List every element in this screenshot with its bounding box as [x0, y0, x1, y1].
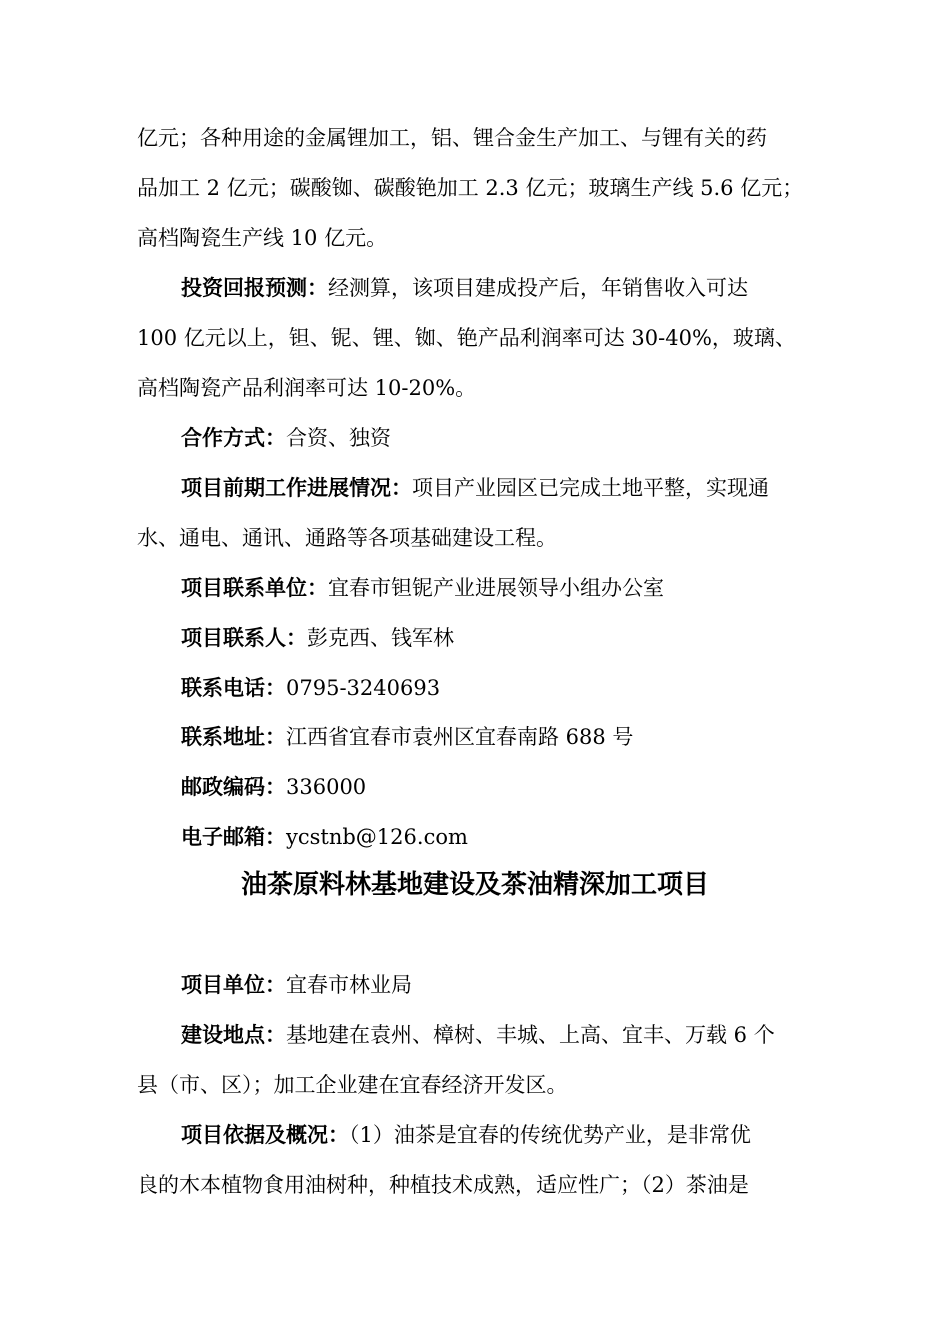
contact-unit-row — [181, 573, 664, 603]
contact-person-label: 项目联系人： — [181, 626, 307, 650]
location-text: 基地建在袁州、樟树、丰城、上高、宜丰、万载 6 个 — [286, 1023, 775, 1047]
project-unit-value: 宜春市林业局 — [286, 973, 412, 997]
basis-text: （1）油茶是宜春的传统优势产业，是非常优 — [349, 1123, 751, 1147]
paragraph-line: 县（市、区）；加工企业建在宜春经济开发区。 — [137, 1073, 568, 1097]
email-row — [181, 822, 468, 852]
cooperation-row — [181, 423, 391, 453]
progress-label: 项目前期工作进展情况： — [181, 476, 412, 500]
email-value: ycstnb@126.com — [286, 825, 468, 849]
basis-paragraph — [181, 1120, 751, 1150]
location-label: 建设地点： — [181, 1023, 286, 1047]
paragraph-line: 品加工 2 亿元；碳酸铷、碳酸铯加工 2.3 亿元；玻璃生产线 5.6 亿元； — [137, 176, 804, 200]
project-unit-row — [181, 970, 412, 1000]
cooperation-value: 合资、独资 — [286, 426, 391, 450]
email-label: 电子邮箱： — [181, 825, 286, 849]
phone-value: 0795-3240693 — [286, 676, 441, 700]
return-forecast-text: 经测算，该项目建成投产后，年销售收入可达 — [328, 276, 748, 300]
paragraph-line: 高档陶瓷生产线 10 亿元。 — [137, 226, 388, 250]
phone-row — [181, 673, 440, 703]
paragraph-line: 亿元；各种用途的金属锂加工，铝、锂合金生产加工、与锂有关的药 — [137, 126, 767, 150]
cooperation-label: 合作方式： — [181, 426, 286, 450]
postcode-label: 邮政编码： — [181, 775, 286, 799]
address-label: 联系地址： — [181, 725, 286, 749]
contact-unit-label: 项目联系单位： — [181, 576, 328, 600]
return-forecast-paragraph — [181, 273, 748, 303]
paragraph-line: 水、通电、通讯、通路等各项基础建设工程。 — [137, 526, 557, 550]
contact-unit-value: 宜春市钽铌产业进展领导小组办公室 — [328, 576, 664, 600]
location-paragraph — [181, 1020, 775, 1050]
section-title: 油茶原料林基地建设及茶油精深加工项目 — [240, 870, 709, 900]
paragraph-line: 100 亿元以上，钽、铌、锂、铷、铯产品利润率可达 30-40%，玻璃、 — [137, 326, 796, 350]
address-row — [181, 722, 633, 752]
postcode-row — [181, 772, 366, 802]
address-value: 江西省宜春市袁州区宜春南路 688 号 — [286, 725, 634, 749]
progress-paragraph — [181, 473, 769, 503]
phone-label: 联系电话： — [181, 676, 286, 700]
return-forecast-label: 投资回报预测： — [181, 276, 328, 300]
progress-text: 项目产业园区已完成土地平整，实现通 — [412, 476, 769, 500]
contact-person-value: 彭克西、钱军林 — [307, 626, 454, 650]
postcode-value: 336000 — [286, 775, 367, 799]
project-unit-label: 项目单位： — [181, 973, 286, 997]
contact-person-row — [181, 623, 454, 653]
basis-label: 项目依据及概况： — [181, 1123, 349, 1147]
paragraph-line: 高档陶瓷产品利润率可达 10-20%。 — [137, 376, 477, 400]
paragraph-line: 良的木本植物食用油树种，种植技术成熟，适应性广；（2）茶油是 — [137, 1173, 749, 1197]
